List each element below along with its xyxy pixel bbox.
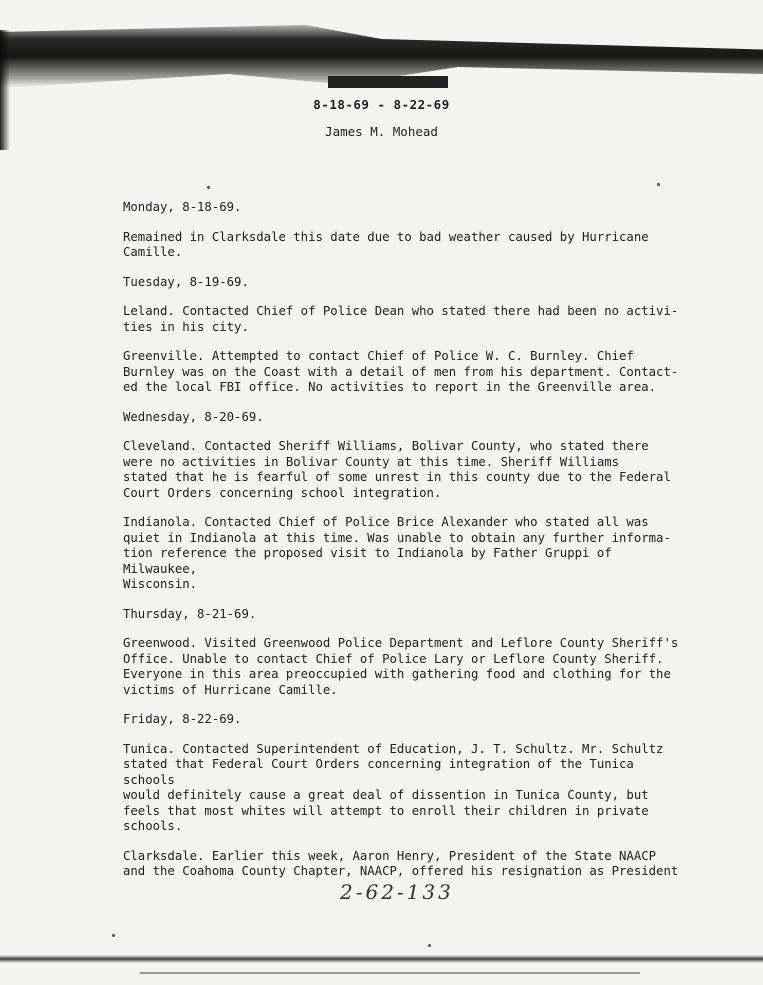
- entry: Indianola. Contacted Chief of Police Brice Alexander who stated all was quiet in Indianola at this time. Was unable to obtain any further informa- tion reference the proposed visit to Indianola by Father Gruppi of Milwaukee, Wisconsin.: [123, 515, 671, 591]
- entry: Tuesday, 8-19-69.: [123, 274, 249, 289]
- scan-shadow-bottom: [0, 955, 763, 963]
- report-body: [123, 200, 683, 894]
- entry: Leland. Contacted Chief of Police Dean who stated there had been no activi- ties in his city.: [123, 304, 679, 334]
- entry: Cleveland. Contacted Sheriff Williams, Bolivar County, who stated there were no activities in Bolivar County at this time. Sheriff Williams stated that he is fearful of some unrest in this county due to the Federal Court Orders concerning school integration.: [123, 439, 671, 500]
- scan-speck: [207, 186, 210, 189]
- redacted-header: [328, 76, 448, 88]
- entry: Thursday, 8-21-69.: [123, 606, 257, 621]
- scan-line-bottom: [140, 972, 640, 974]
- handwritten-file-number: 2-62-133: [340, 880, 454, 904]
- scan-speck: [112, 934, 115, 937]
- entry: Tunica. Contacted Superintendent of Education, J. T. Schultz. Mr. Schultz stated that Federal Court Orders concerning integration of the Tunica schools would definitely cause a great deal of dissention in Tunica County, but feels that most whites will attempt to enroll their children in private schools.: [123, 741, 664, 833]
- scan-speck: [428, 944, 431, 947]
- entry: Friday, 8-22-69.: [123, 712, 242, 726]
- scan-speck: [657, 183, 660, 186]
- entry: Remained in Clarksdale this date due to bad weather caused by Hurricane Camille.: [123, 229, 649, 259]
- report-date-range: 8-18-69 - 8-22-69: [313, 97, 450, 112]
- entry: Greenville. Attempted to contact Chief of Police W. C. Burnley. Chief Burnley was on the Coast with a detail of men from his department. Contact- ed the local FBI office. No activities to report in the Greenville area.: [123, 349, 679, 394]
- entry: Greenwood. Visited Greenwood Police Department and Leflore County Sheriff's Office. Unable to contact Chief of Police Lary or Leflore County Sheriff. Everyone in this area preoccupied with gathering food and clothing for the victims of Hurricane Camille.: [123, 636, 679, 697]
- entry: Monday, 8-18-69.: [123, 200, 242, 214]
- entry: Wednesday, 8-20-69.: [123, 409, 264, 424]
- report-author: James M. Mohead: [325, 124, 438, 139]
- entry: Clarksdale. Earlier this week, Aaron Henry, President of the State NAACP and the Coahoma County Chapter, NAACP, offered his resignation as President: [123, 848, 679, 878]
